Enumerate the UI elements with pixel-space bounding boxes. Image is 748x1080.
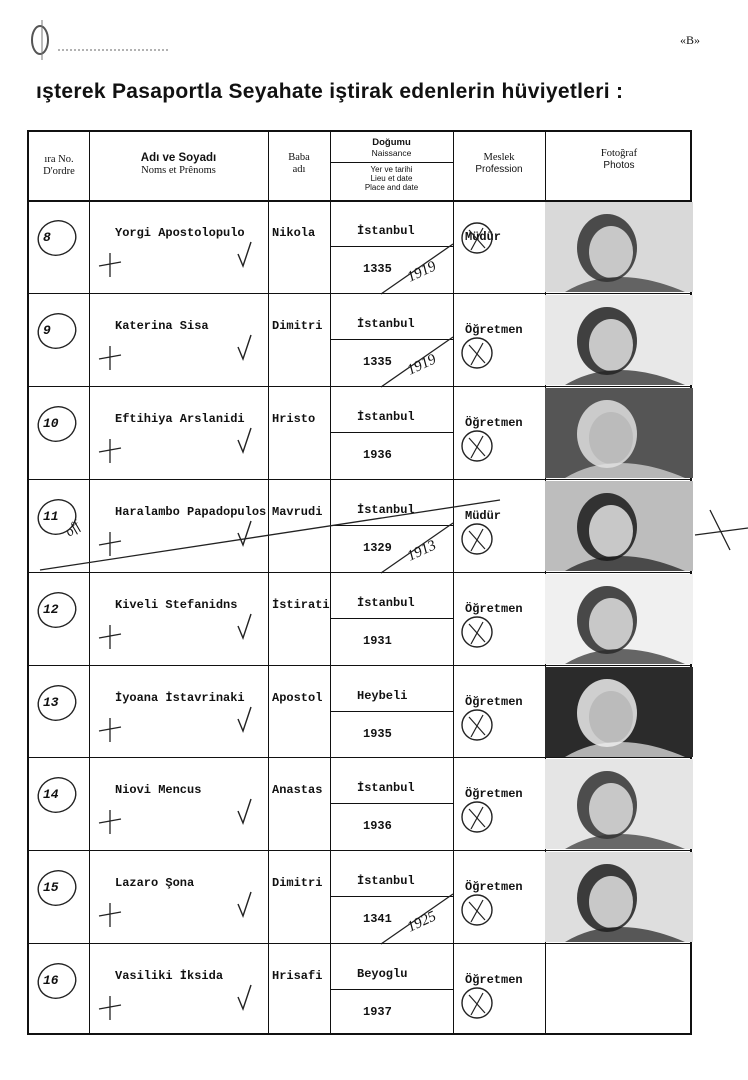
father-name: İstirati [272,597,330,612]
profession: Müdür [465,508,502,523]
full-name: Katerina Sisa [115,318,209,333]
birth-place: Heybeli [357,688,408,703]
full-name: Lazaro Şona [115,876,195,891]
cross-mark [95,993,125,1023]
check-mark [235,426,255,456]
portrait-photo [545,759,693,849]
birth-place: İstanbul [357,595,415,610]
check-mark [235,983,255,1013]
father-name: Apostol [272,690,323,705]
profession: Öğretmen [465,694,523,709]
birth-year: 1329 [363,540,392,555]
profession: Öğretmen [465,787,523,802]
profession: Öğretmen [465,415,523,430]
table-row [29,386,690,479]
full-name: Vasiliki İksida [115,969,224,984]
birth-year: 1936 [363,819,392,834]
row-number: 9 [43,322,51,338]
birth-year: 1935 [363,726,392,741]
birth-place: İstanbul [357,874,415,889]
cross-mark [95,343,125,373]
check-mark [235,240,255,270]
check-mark [235,333,255,363]
row-number: 11 [43,508,59,524]
profession: Öğretmen [465,880,523,895]
header-no: ıra No. D'ordre [43,154,75,178]
table-row [29,850,690,943]
birth-year: 1931 [363,633,392,648]
table-row [29,293,690,386]
birth-year: 1341 [363,912,392,927]
cross-mark [95,436,125,466]
father-name: Dimitri [272,318,323,333]
header-name: Adı ve Soyadı Noms et Prênoms [140,152,217,177]
handwritten-year: 1913 [404,537,439,565]
full-name: Kiveli Stefanidns [115,597,238,612]
check-mark [235,797,255,827]
profession-circle-mark [457,890,497,930]
page-mark: «B» [679,33,700,47]
birth-year: 1936 [363,447,392,462]
profession: Öğretmen [465,322,523,337]
header-profession: Meslek Profession [475,152,523,176]
header-father: Baba adı [288,152,310,176]
portrait-photo [545,667,693,757]
birth-year: 1937 [363,1005,392,1020]
header-photo: Fotoğraf Photos [600,148,638,172]
profession-circle-mark [457,218,497,258]
row-number: 16 [43,973,59,989]
father-name: Anastas [272,783,323,798]
full-name: Eftihiya Arslanidi [115,411,245,426]
handwritten-year: 1919 [404,258,439,286]
row-number-circle [33,307,81,355]
father-name: Mavrudi [272,504,323,519]
profession: Müdür [465,230,502,244]
birth-place: Beyoglu [357,967,408,982]
table-row [29,200,690,293]
check-mark [235,705,255,735]
father-name: Dimitri [272,876,323,891]
birth-place: İstanbul [357,316,415,331]
profession-circle-mark [457,426,497,466]
portrait-photo [545,852,693,942]
father-name: Hristo [272,411,316,426]
profession-circle-mark [457,705,497,745]
portrait-photo [545,388,693,478]
birth-place: İstanbul [357,224,415,238]
birth-year: 1335 [363,354,392,369]
table-row [29,665,690,758]
birth-place: İstanbul [357,502,415,517]
portrait-photo [545,295,693,385]
page-title: ışterek Pasaportla Seyahate iştirak edenlerin hüviyetleri : [36,80,624,103]
row-number: 15 [43,880,59,896]
row-number: 13 [43,694,59,710]
check-mark [235,612,255,642]
table-row [29,572,690,665]
row-number: 14 [43,787,59,803]
margin-note-crossout [30,490,748,580]
birth-place: İstanbul [357,781,415,796]
father-name: Nikola [272,226,316,240]
row-number: 10 [43,415,59,431]
row-number: 8 [43,230,51,245]
full-name: İyoana İstavrinaki [115,690,245,705]
handwritten-year: 1919 [404,351,439,379]
cross-mark [95,622,125,652]
profession-circle-mark [457,333,497,373]
row-number: 12 [43,601,59,617]
full-name: Yorgi Apostolopulo [115,226,245,240]
cross-mark [95,715,125,745]
profession: Öğretmen [465,973,523,988]
check-mark [235,890,255,920]
birth-year: 1335 [363,262,392,276]
full-name: Haralambo Papadopulos [115,504,267,519]
father-name: Hrisafi [272,969,323,984]
cross-mark [95,807,125,837]
margin-note: off [62,519,84,541]
profession-circle-mark [457,797,497,837]
profession-circle-mark [457,983,497,1023]
profession: Öğretmen [465,601,523,616]
punch-hole-mark [28,20,178,60]
cross-mark [95,250,125,280]
header-birth: Doğumu Naissance Yer ve tarihi Lieu et date Place and date [330,138,453,192]
profession-circle-mark [457,612,497,652]
table-row [29,943,690,1036]
cross-mark [95,900,125,930]
identity-table [27,130,692,1035]
row-number-circle [33,214,81,262]
birth-place: İstanbul [357,409,415,424]
portrait-photo [545,202,693,292]
table-row [29,757,690,850]
full-name: Niovi Mencus [115,783,202,798]
portrait-photo [545,574,693,664]
handwritten-year: 1925 [404,908,439,936]
